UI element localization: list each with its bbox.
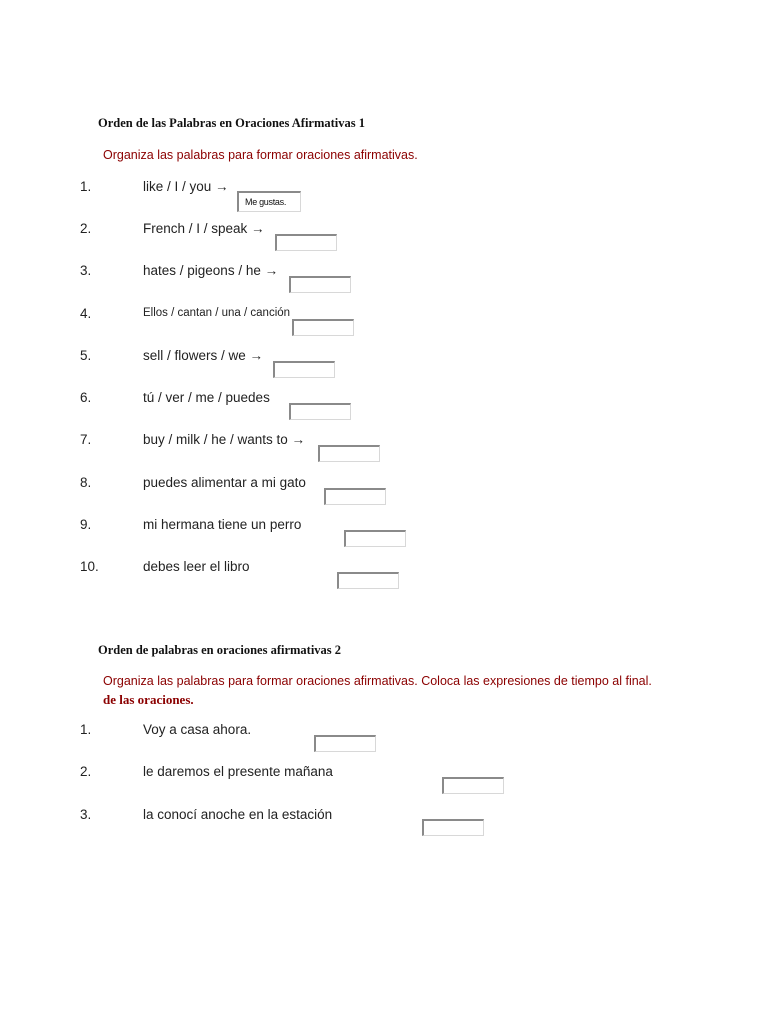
exercise-item-1-10	[0, 559, 768, 599]
item-number: 5.	[80, 348, 92, 363]
answer-input[interactable]	[273, 361, 335, 378]
exercise-item-2-2	[0, 764, 768, 804]
item-number: 2.	[80, 764, 92, 779]
answer-input[interactable]	[275, 234, 337, 251]
exercise-item-1-6	[0, 390, 768, 430]
answer-input[interactable]	[292, 319, 354, 336]
exercise-item-1-8	[0, 475, 768, 515]
item-number: 2.	[80, 221, 92, 236]
item-number: 3.	[80, 263, 92, 278]
answer-input[interactable]	[289, 403, 351, 420]
section-1-title: Orden de las Palabras en Oraciones Afirmativas 1	[98, 116, 365, 130]
item-prompt: Ellos / cantan / una / canción	[143, 307, 291, 319]
item-number: 7.	[80, 432, 92, 447]
exercise-item-1-2	[0, 221, 768, 261]
section-2-title: Orden de palabras en oraciones afirmativas 2	[98, 643, 342, 657]
item-prompt: tú / ver / me / puedes	[143, 390, 270, 405]
item-prompt: le daremos el presente mañana	[143, 764, 333, 779]
exercise-item-1-7	[0, 432, 768, 472]
item-prompt: puedes alimentar a mi gato	[143, 475, 306, 490]
answer-input[interactable]	[314, 735, 376, 752]
item-number: 10.	[80, 559, 99, 574]
item-prompt: la conocí anoche en la estación	[143, 807, 333, 822]
exercise-item-1-1	[0, 179, 768, 219]
answer-input[interactable]	[324, 488, 386, 505]
exercise-item-1-4	[0, 306, 768, 346]
item-number: 8.	[80, 475, 92, 490]
item-prompt: French / I / speak →	[143, 221, 265, 236]
answer-input[interactable]	[344, 530, 406, 547]
answer-input[interactable]	[337, 572, 399, 589]
item-number: 9.	[80, 517, 92, 532]
exercise-item-2-1	[0, 722, 768, 762]
exercise-item-2-3	[0, 807, 768, 847]
answer-input[interactable]: Me gustas.	[237, 191, 301, 212]
item-prompt: like / I / you →	[143, 179, 229, 194]
answer-input[interactable]	[289, 276, 351, 293]
item-number: 3.	[80, 807, 92, 822]
item-number: 6.	[80, 390, 92, 405]
item-prompt: sell / flowers / we →	[143, 348, 264, 363]
item-prompt: buy / milk / he / wants to →	[143, 432, 306, 447]
exercise-item-1-5	[0, 348, 768, 388]
item-prompt: Voy a casa ahora.	[143, 722, 252, 737]
item-prompt: mi hermana tiene un perro	[143, 517, 302, 532]
item-number: 1.	[80, 722, 92, 737]
section-1-instruction: Organiza las palabras para formar oraciones afirmativas.	[103, 148, 418, 162]
item-number: 1.	[80, 179, 92, 194]
item-prompt: debes leer el libro	[143, 559, 250, 574]
answer-input[interactable]	[442, 777, 504, 794]
answer-input[interactable]	[422, 819, 484, 836]
item-prompt: hates / pigeons / he →	[143, 263, 279, 278]
section-2-instruction-cont: de las oraciones.	[103, 692, 194, 707]
item-number: 4.	[80, 306, 92, 321]
answer-input[interactable]	[318, 445, 380, 462]
exercise-item-1-9	[0, 517, 768, 557]
exercise-item-1-3	[0, 263, 768, 303]
section-2-instruction: Organiza las palabras para formar oraciones afirmativas. Coloca las expresiones de tiempo al final.	[103, 674, 652, 688]
